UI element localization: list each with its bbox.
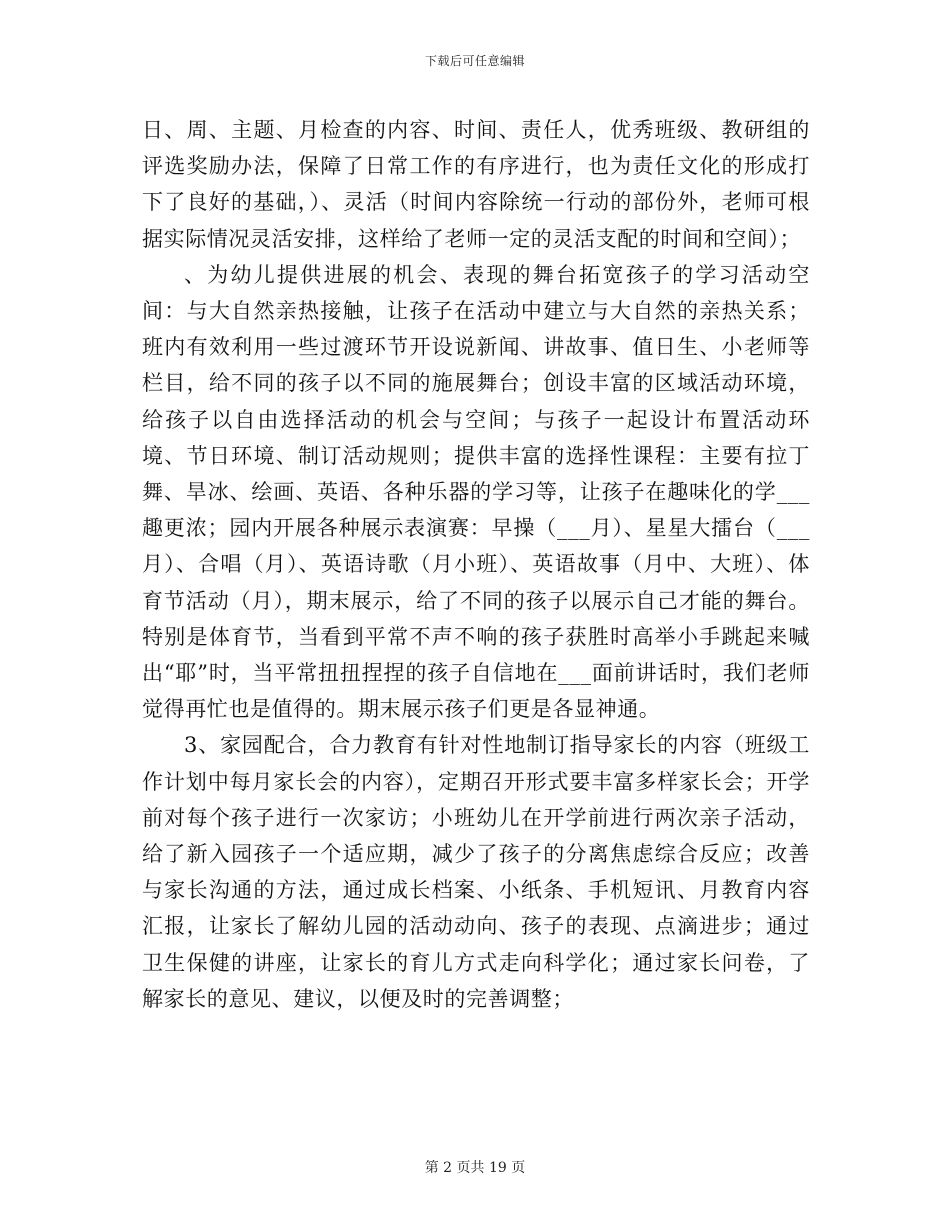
paragraph-continuation: 日、周、主题、月检查的内容、时间、责任人，优秀班级、教研组的评选奖励办法，保障了日常工作的有序进行，也为责任文化的形成打下了良好的基础，）、灵活（时间内容除统一行动的部份外，老师可根据实际情况灵活安排，这样给了老师一定的灵活支配的时间和空间）；: [142, 118, 810, 251]
paragraph-home-school: 3、家园配合，合力教育有针对性地制订指导家长的内容（班级工作计划中每月家长会的内容），定期召开形式要丰富多样家长会；开学前对每个孩子进行一次家访；小班幼儿在开学前进行两次亲子活动，给了新入园孩子一个适应期，减少了孩子的分离焦虑综合反应；改善与家长沟通的方法，通过成长档案、小纸条、手机短讯、月教育内容汇报，让家长了解幼儿园的活动动向、孩子的表现、点滴进步；通过卫生保健的讲座，让家长的育儿方式走向科学化；通过家长问卷，了解家长的意见、建议，以便及时的完善调整；: [142, 733, 810, 1011]
document-body: [142, 112, 810, 1017]
page-number-footer: 第 2 页共 19 页: [424, 1160, 526, 1176]
page-header: 下载后可任意编辑: [424, 54, 525, 68]
paragraph-activity-space: 、为幼儿提供进展的机会、表现的舞台拓宽孩子的学习活动空间：与大自然亲热接触，让孩子在活动中建立与大自然的亲热关系；班内有效利用一些过渡环节开设说新闻、讲故事、值日生、小老师等栏目，给不同的孩子以不同的施展舞台；创设丰富的区域活动环境，给孩子以自由选择活动的机会与空间；与孩子一起设计布置活动环境、节日环境、制订活动规则；提供丰富的选择性课程：主要有拉丁舞、旱冰、绘画、英语、各种乐器的学习等，让孩子在趣味化的学___趣更浓；园内开展各种展示表演赛：早操（___月）、星星大擂台（___月）、合唱（月）、英语诗歌（月小班）、英语故事（月中、大班）、体育节活动（月），期末展示，给了不同的孩子以展示自己才能的舞台。特别是体育节，当看到平常不声不响的孩子获胜时高举小手跳起来喊出“耶”时，当平常扭扭捏捏的孩子自信地在___面前讲话时，我们老师觉得再忙也是值得的。期末展示孩子们更是各显神通。: [142, 262, 810, 722]
